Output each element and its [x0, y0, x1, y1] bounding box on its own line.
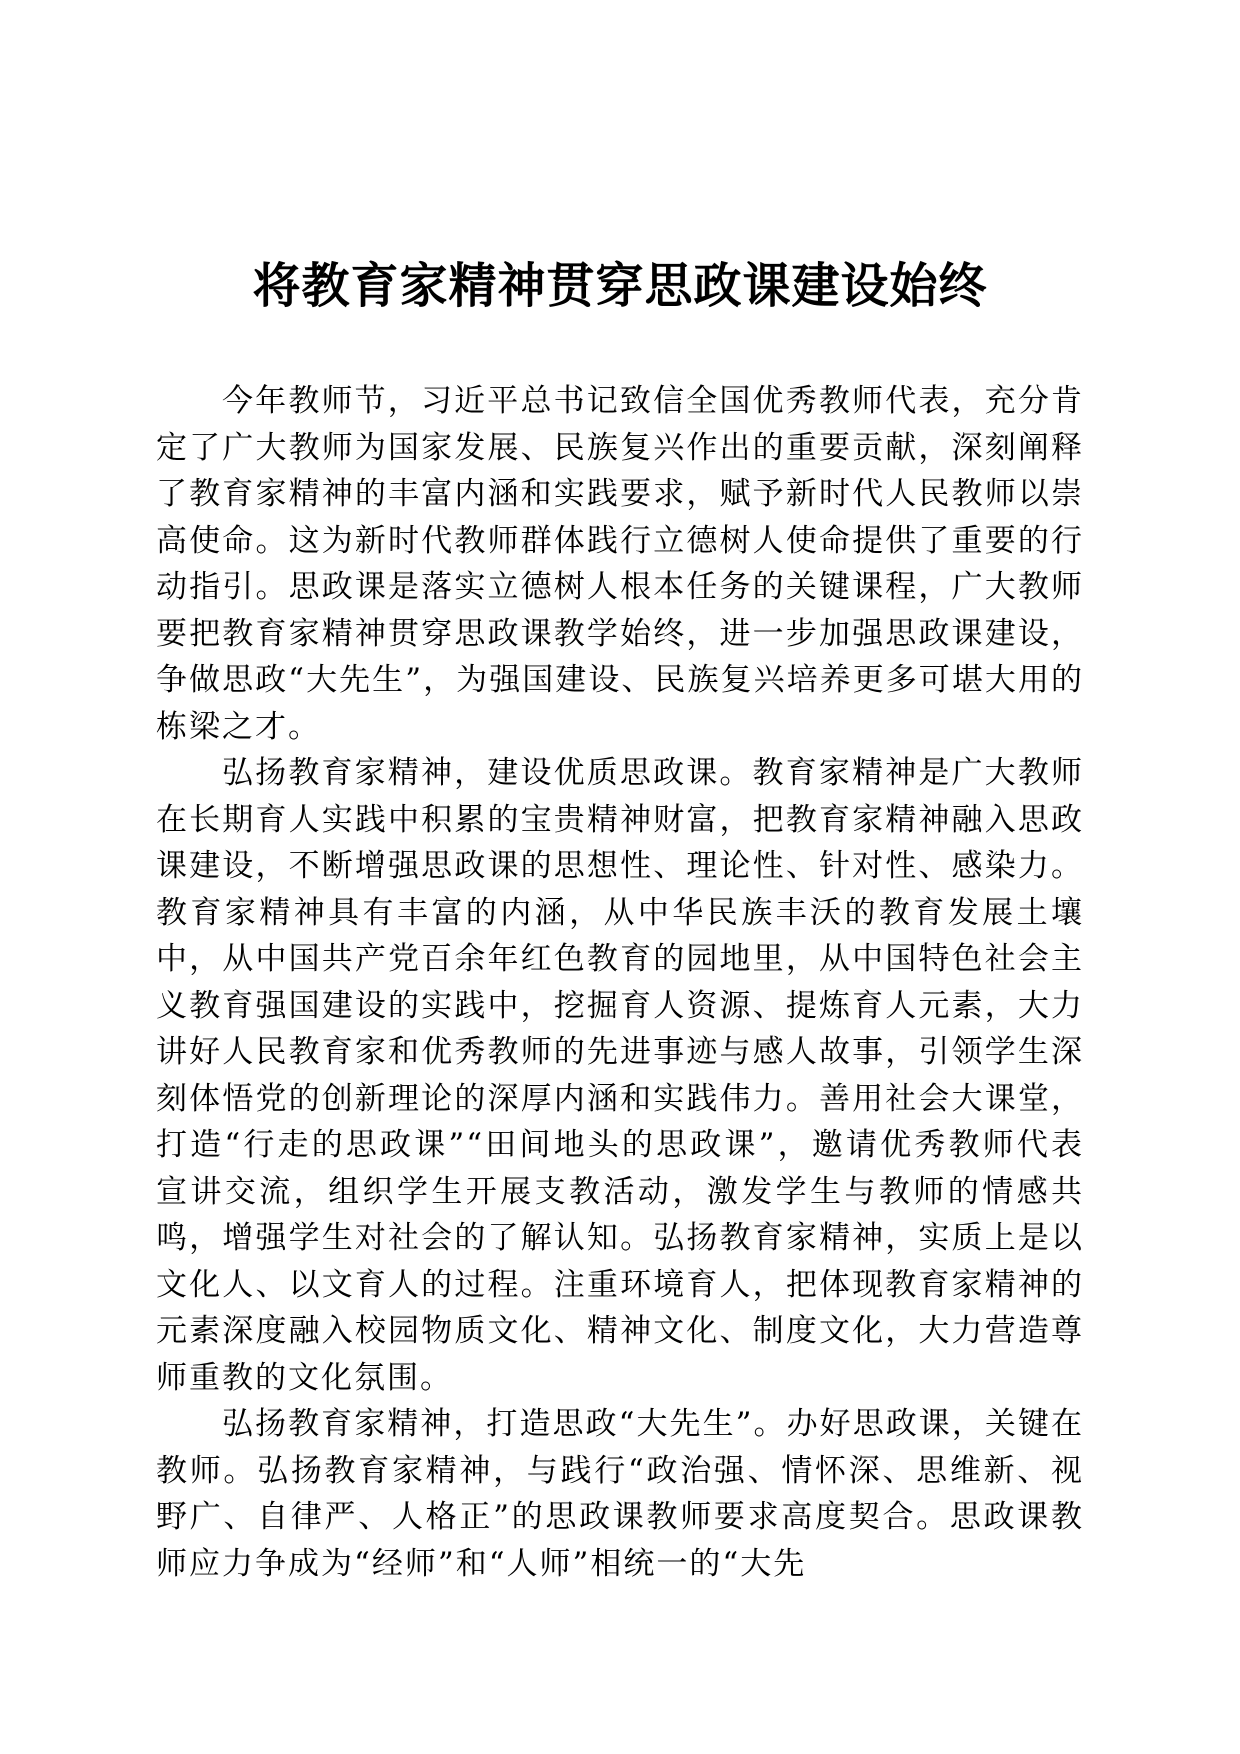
- paragraph: 弘扬教育家精神，打造思政“大先生”。办好思政课，关键在教师。弘扬教育家精神，与践行“政治强、情怀深、思维新、视野广、自律严、人格正”的思政课教师要求高度契合。思政课教师应力争成为“经师”和“人师”相统一的“大先: [156, 1406, 1084, 1582]
- document-body: [156, 378, 1084, 1587]
- document-title: 将教育家精神贯穿思政课建设始终: [252, 258, 988, 315]
- paragraph: 今年教师节，习近平总书记致信全国优秀教师代表，充分肯定了广大教师为国家发展、民族复兴作出的重要贡献，深刻阐释了教育家精神的丰富内涵和实践要求，赋予新时代人民教师以崇高使命。这为新时代教师群体践行立德树人使命提供了重要的行动指引。思政课是落实立德树人根本任务的关键课程，广大教师要把教育家精神贯穿思政课教学始终，进一步加强思政课建设，争做思政“大先生”，为强国建设、民族复兴培养更多可堪大用的栋梁之才。: [156, 383, 1084, 745]
- paragraph: 弘扬教育家精神，建设优质思政课。教育家精神是广大教师在长期育人实践中积累的宝贵精神财富，把教育家精神融入思政课建设，不断增强思政课的思想性、理论性、针对性、感染力。教育家精神具有丰富的内涵，从中华民族丰沃的教育发展土壤中，从中国共产党百余年红色教育的园地里，从中国特色社会主义教育强国建设的实践中，挖掘育人资源、提炼育人元素，大力讲好人民教育家和优秀教师的先进事迹与感人故事，引领学生深刻体悟党的创新理论的深厚内涵和实践伟力。善用社会大课堂，打造“行走的思政课”“田间地头的思政课”，邀请优秀教师代表宣讲交流，组织学生开展支教活动，激发学生与教师的情感共鸣，增强学生对社会的了解认知。弘扬教育家精神，实质上是以文化人、以文育人的过程。注重环境育人，把体现教育家精神的元素深度融入校园物质文化、精神文化、制度文化，大力营造尊师重教的文化氛围。: [156, 755, 1084, 1396]
